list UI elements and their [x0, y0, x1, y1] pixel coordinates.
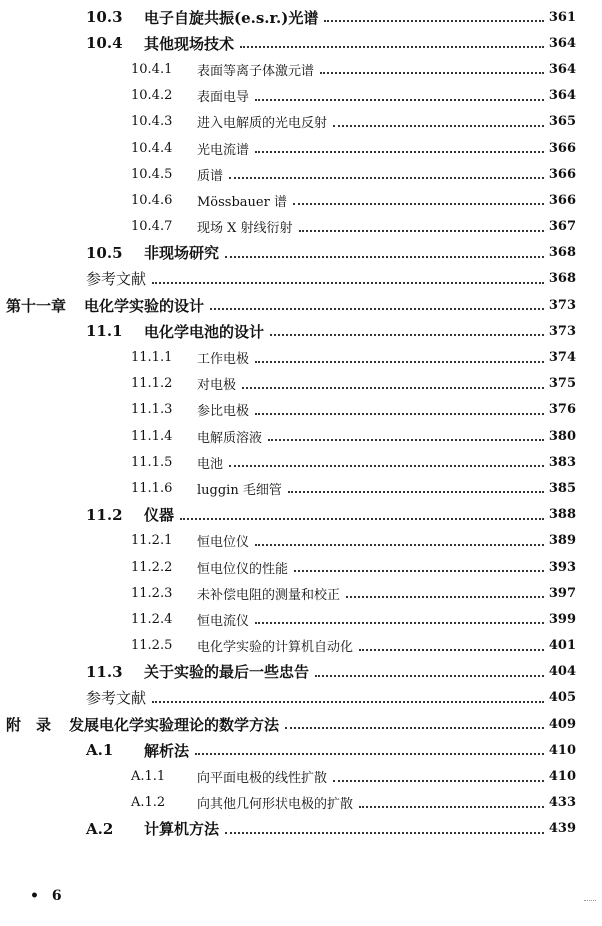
dot-leader	[333, 111, 544, 127]
toc-entry-title: 参考文献	[86, 270, 147, 289]
toc-entry-number: 第十一章	[6, 296, 67, 315]
dot-leader	[225, 242, 544, 258]
toc-entry-number: 10.4.1	[131, 61, 173, 77]
toc-entry-sub	[0, 790, 602, 816]
toc-entry-sub	[0, 187, 602, 213]
toc-entry-number: A.1.1	[131, 769, 166, 785]
toc-entry-section	[0, 240, 602, 266]
dot-leader	[240, 32, 544, 48]
dot-leader	[255, 85, 544, 101]
toc-entry-page: 366	[548, 166, 576, 182]
toc-entry-page: 383	[548, 454, 576, 470]
toc-entry-page: 367	[548, 219, 576, 235]
toc-entry-sub	[0, 397, 602, 423]
toc-entry-title: 对电极	[197, 378, 237, 394]
toc-entry-section	[0, 737, 602, 763]
toc-entry-number: 11.1.1	[131, 350, 173, 366]
toc-entry-title: 电池	[197, 456, 224, 472]
toc-entry-title: 向其他几何形状电极的扩散	[197, 797, 354, 813]
dot-leader	[293, 189, 544, 205]
dot-leader	[255, 137, 544, 153]
dot-leader	[333, 766, 544, 782]
dot-leader	[225, 818, 544, 834]
toc-entry-title: 工作电极	[197, 352, 250, 368]
toc-entry-title: 参比电极	[197, 404, 250, 420]
toc-entry-page: 404	[548, 664, 576, 680]
toc-entry-page: 364	[548, 61, 576, 77]
toc-entry-title: 关于实验的最后一些忠告	[144, 663, 310, 682]
toc-entry-title: luggin 毛细管	[197, 482, 282, 498]
toc-entry-page: 361	[548, 9, 576, 25]
scan-speck-decoration	[584, 900, 596, 901]
dot-leader	[299, 216, 544, 232]
toc-entry-ref	[0, 685, 602, 711]
toc-entry-sub	[0, 580, 602, 606]
dot-leader	[242, 373, 544, 389]
toc-entry-section	[0, 659, 602, 685]
toc-entry-page: 376	[548, 402, 576, 418]
toc-entry-section	[0, 30, 602, 56]
toc-entry-page: 410	[548, 742, 576, 758]
toc-entry-number: 11.2.1	[131, 533, 173, 549]
toc-entry-sub	[0, 633, 602, 659]
toc-entry-number: 11.2.2	[131, 559, 173, 575]
toc-entry-page: 368	[548, 271, 576, 287]
toc-entry-sub	[0, 161, 602, 187]
toc-entry-number: 10.4.6	[131, 192, 173, 208]
toc-entry-page: 393	[548, 559, 576, 575]
toc-entry-title: 解析法	[144, 741, 190, 760]
dot-leader	[315, 661, 544, 677]
toc-entry-title: 恒电流仪	[197, 613, 250, 629]
toc-entry-number: 11.2.4	[131, 611, 173, 627]
toc-entry-sub	[0, 554, 602, 580]
toc-entry-sub	[0, 109, 602, 135]
toc-entry-title: 电化学实验的计算机自动化	[197, 640, 354, 656]
toc-entry-title: 其他现场技术	[144, 34, 235, 53]
toc-entry-page: 409	[548, 716, 576, 732]
dot-leader	[285, 713, 544, 729]
toc-entry-number: 11.1.3	[131, 402, 173, 418]
toc-entry-number: 11.1.2	[131, 376, 173, 392]
toc-entry-sub	[0, 423, 602, 449]
toc-entry-number: 10.3	[86, 8, 123, 27]
toc-entry-sub	[0, 763, 602, 789]
toc-entry-sub	[0, 528, 602, 554]
toc-entry-page: 388	[548, 507, 576, 523]
toc-entry-sub	[0, 606, 602, 632]
toc-entry-page: 380	[548, 428, 576, 444]
dot-leader	[324, 6, 544, 22]
toc-entry-page: 385	[548, 480, 576, 496]
toc-entry-title: 质谱	[197, 168, 224, 184]
toc-entry-page: 368	[548, 245, 576, 261]
toc-entry-number: 11.2	[86, 505, 123, 524]
toc-entry-chapter	[0, 711, 602, 737]
dot-leader	[195, 739, 544, 755]
toc-entry-sub	[0, 56, 602, 82]
toc-entry-number: 10.4.4	[131, 140, 173, 156]
toc-entry-title: 仪器	[144, 506, 175, 525]
toc-entry-title: 发展电化学实验理论的数学方法	[69, 715, 280, 734]
toc-entry-title: Mössbauer 谱	[197, 194, 287, 210]
toc-entry-title: 恒电位仪	[197, 535, 250, 551]
toc-entry-title: 电化学电池的设计	[144, 322, 265, 341]
toc-entry-page: 374	[548, 350, 576, 366]
toc-entry-number: A.2	[86, 819, 114, 838]
footer-bullet: •	[30, 888, 39, 904]
toc-entry-number: 10.4.5	[131, 166, 173, 182]
dot-leader	[359, 635, 544, 651]
toc-entry-page: 373	[548, 323, 576, 339]
toc-entry-section	[0, 502, 602, 528]
toc-entry-sub	[0, 83, 602, 109]
toc-entry-page: 439	[548, 821, 576, 837]
toc-entry-page: 397	[548, 585, 576, 601]
dot-leader	[229, 451, 544, 467]
toc-entry-title: 现场 X 射线衍射	[197, 221, 293, 237]
toc-entry-title: 进入电解质的光电反射	[197, 116, 328, 132]
toc-entry-number: A.1	[86, 741, 114, 760]
toc-entry-page: 399	[548, 611, 576, 627]
toc-entry-sub	[0, 344, 602, 370]
toc-entry-title: 恒电位仪的性能	[197, 561, 289, 577]
dot-leader	[152, 268, 544, 284]
footer-page-number: 6	[51, 888, 62, 904]
dot-leader	[255, 530, 544, 546]
toc-entry-title: 计算机方法	[144, 820, 220, 839]
toc-entry-title: 未补偿电阻的测量和校正	[197, 587, 341, 603]
toc-entry-ref	[0, 266, 602, 292]
toc-entry-number: 10.4.3	[131, 114, 173, 130]
dot-leader	[359, 792, 544, 808]
toc-entry-number: 10.4	[86, 34, 123, 53]
dot-leader	[294, 556, 544, 572]
toc-entry-page: 410	[548, 769, 576, 785]
dot-leader	[255, 347, 544, 363]
toc-entry-page: 433	[548, 795, 576, 811]
toc-entry-title: 向平面电极的线性扩散	[197, 771, 328, 787]
toc-entry-title: 参考文献	[86, 689, 147, 708]
toc-entry-chapter	[0, 292, 602, 318]
toc-entry-number: 10.4.2	[131, 88, 173, 104]
toc-entry-sub	[0, 214, 602, 240]
toc-entry-sub	[0, 135, 602, 161]
toc-entry-page: 389	[548, 533, 576, 549]
toc-entry-number: A.1.2	[131, 795, 166, 811]
toc-entry-page: 401	[548, 638, 576, 654]
dot-leader	[346, 582, 544, 598]
toc-entry-title: 电子自旋共振(e.s.r.)光谱	[144, 8, 319, 27]
toc-entry-sub	[0, 449, 602, 475]
toc-entry-number: 10.4.7	[131, 219, 173, 235]
toc-entry-title: 表面电导	[197, 90, 250, 106]
dot-leader	[288, 477, 544, 493]
table-of-contents	[0, 4, 602, 842]
toc-entry-number: 11.1.5	[131, 454, 173, 470]
dot-leader	[229, 163, 544, 179]
toc-entry-sub	[0, 371, 602, 397]
dot-leader	[180, 504, 544, 520]
toc-entry-page: 364	[548, 88, 576, 104]
toc-entry-title: 非现场研究	[144, 244, 220, 263]
toc-entry-page: 366	[548, 140, 576, 156]
toc-entry-number: 11.2.5	[131, 638, 173, 654]
toc-entry-number: 10.5	[86, 243, 123, 262]
dot-leader	[210, 294, 544, 310]
toc-entry-page: 405	[548, 690, 576, 706]
toc-entry-title: 电解质溶液	[197, 430, 263, 446]
dot-leader	[320, 58, 544, 74]
dot-leader	[152, 687, 544, 703]
toc-entry-title: 表面等离子体激元谱	[197, 63, 315, 79]
page-footer	[30, 888, 62, 904]
toc-entry-page: 365	[548, 114, 576, 130]
toc-entry-number: 11.2.3	[131, 585, 173, 601]
toc-entry-page: 364	[548, 35, 576, 51]
dot-leader	[255, 399, 544, 415]
toc-entry-title: 光电流谱	[197, 142, 250, 158]
toc-entry-number: 11.1.6	[131, 480, 173, 496]
toc-entry-page: 373	[548, 297, 576, 313]
toc-entry-number: 11.3	[86, 662, 123, 681]
toc-entry-page: 366	[548, 192, 576, 208]
toc-entry-section	[0, 816, 602, 842]
toc-entry-number: 附 录	[6, 715, 52, 734]
toc-entry-sub	[0, 475, 602, 501]
dot-leader	[270, 320, 544, 336]
toc-entry-page: 375	[548, 376, 576, 392]
dot-leader	[255, 608, 544, 624]
toc-entry-section	[0, 318, 602, 344]
toc-entry-section	[0, 4, 602, 30]
toc-entry-number: 11.1	[86, 322, 123, 341]
dot-leader	[268, 425, 544, 441]
toc-entry-number: 11.1.4	[131, 428, 173, 444]
toc-entry-title: 电化学实验的设计	[84, 296, 205, 315]
